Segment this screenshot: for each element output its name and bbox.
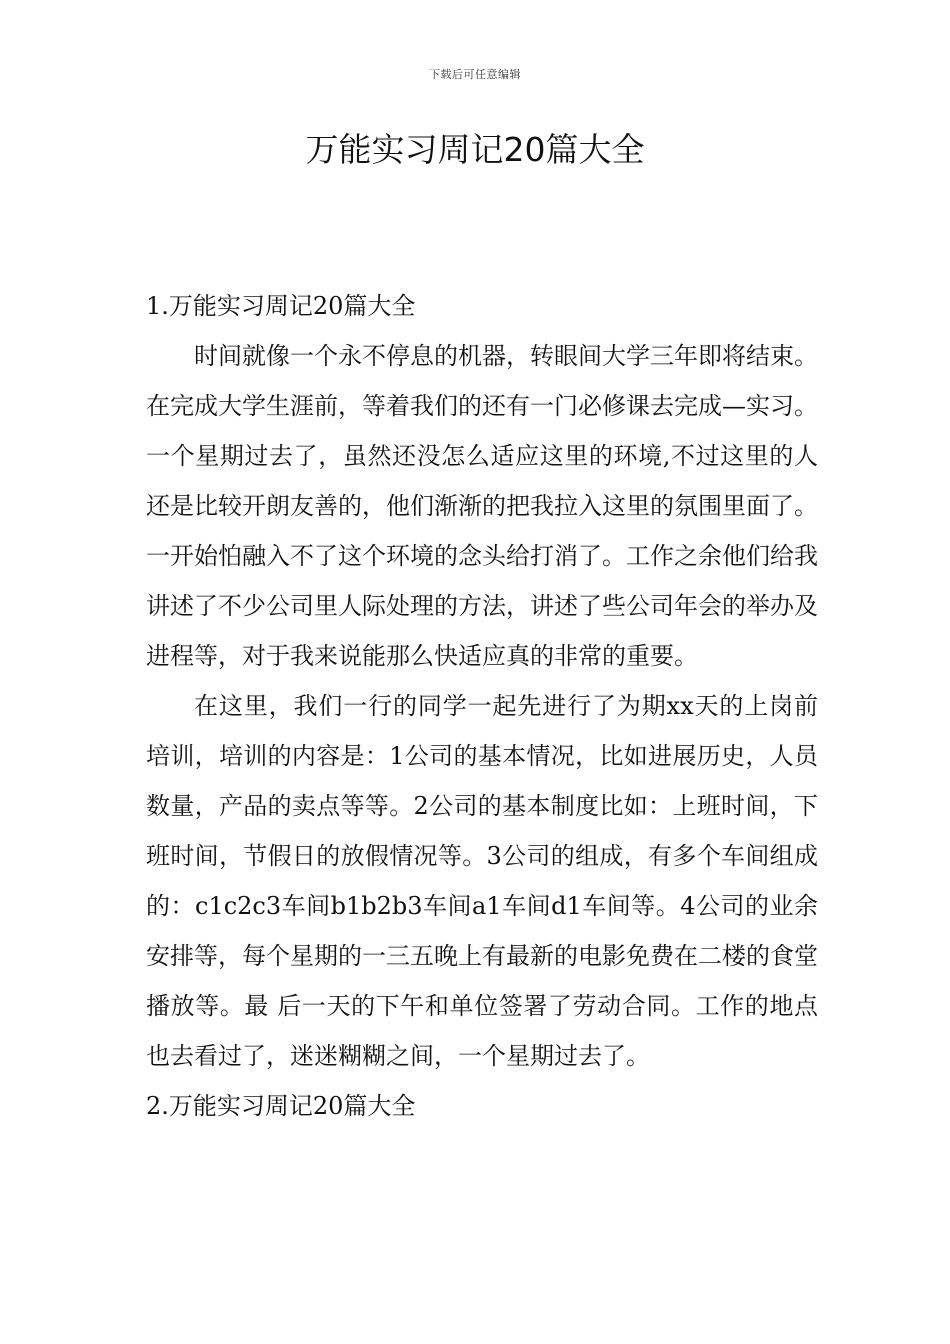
document-body (146, 281, 818, 1131)
document-title: 万能实习周记20篇大全 (305, 130, 645, 169)
section-heading-1: 1.万能实习周记20篇大全 (146, 292, 416, 320)
paragraph-1: 时间就像一个永不停息的机器，转眼间大学三年即将结束。在完成大学生涯前，等着我们的还有一门必修课去完成—实习。一个星期过去了，虽然还没怎么适应这里的环境,不过这里的人还是比较开朗友善的，他们渐渐的把我拉入这里的氛围里面了。一开始怕融入不了这个环境的念头给打消了。工作之余他们给我讲述了不少公司里人际处理的方法，讲述了些公司年会的举办及进程等，对于我来说能那么快适应真的非常的重要。 (146, 342, 818, 670)
paragraph-2: 在这里，我们一行的同学一起先进行了为期xx天的上岗前培训，培训的内容是：1公司的基本情况，比如进展历史，人员数量，产品的卖点等等。2公司的基本制度比如：上班时间，下班时间，节假日的放假情况等。3公司的组成，有多个车间组成的：c1c2c3车间b1b2b3车间a1车间d1车间等。4公司的业余安排等，每个星期的一三五晚上有最新的电影免费在二楼的食堂播放等。最 后一天的下午和单位签署了劳动合同。工作的地点也去看过了，迷迷糊糊之间，一个星期过去了。 (146, 692, 818, 1070)
section-heading-2: 2.万能实习周记20篇大全 (146, 1092, 416, 1120)
header-note: 下载后可任意编辑 (429, 68, 521, 81)
